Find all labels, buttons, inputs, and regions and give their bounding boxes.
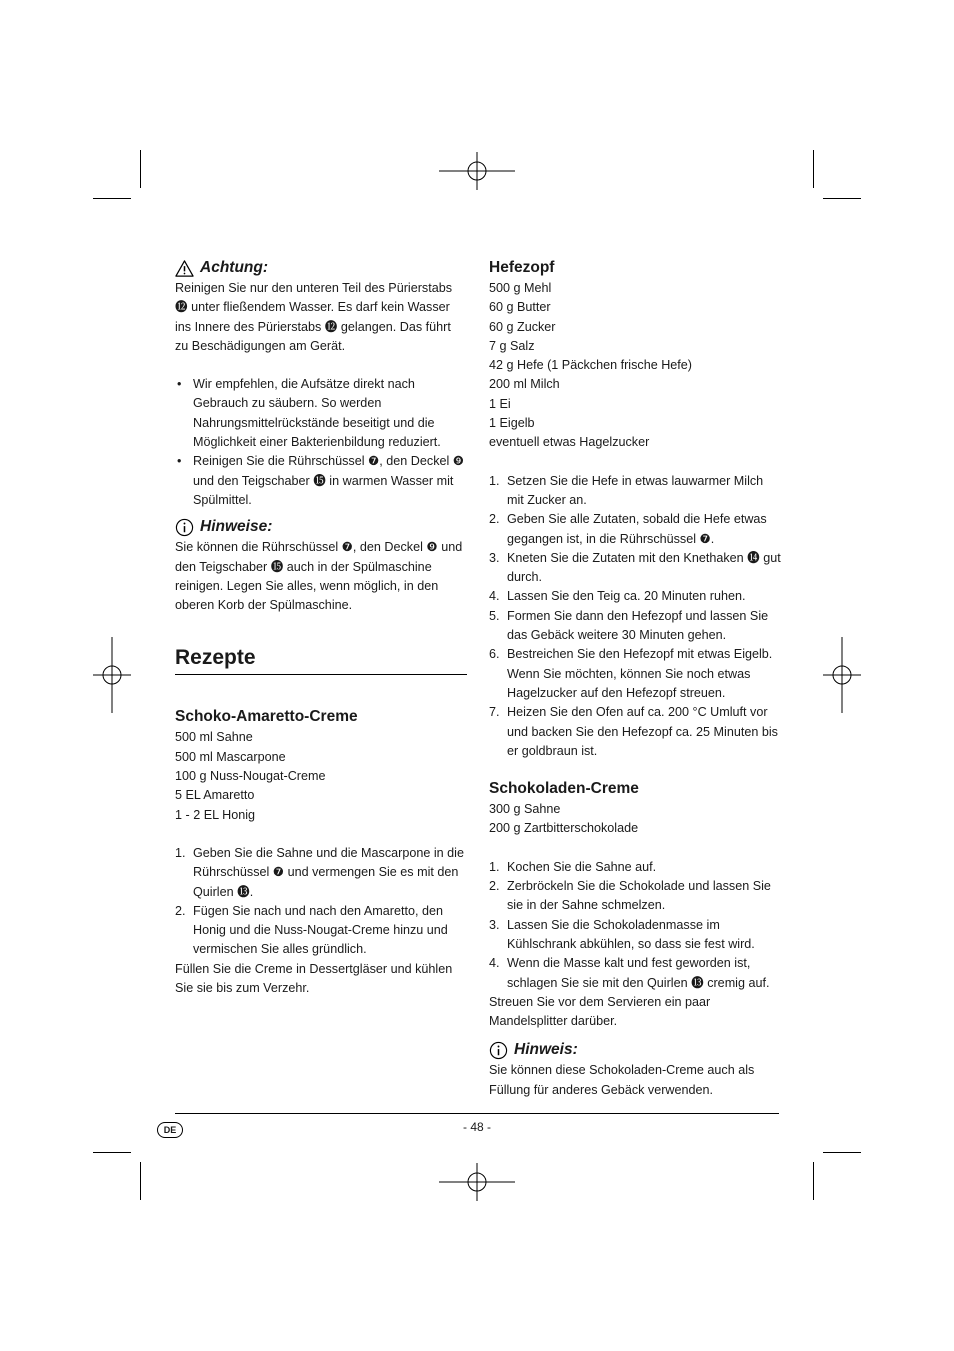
step-item xyxy=(175,902,467,960)
step-item xyxy=(489,703,781,761)
step-text: Geben Sie alle Zutaten, sobald die Hefe etwas gegangen ist, in die Rührschüssel ❼. xyxy=(507,512,767,546)
language-badge: DE xyxy=(157,1122,183,1138)
step-text: Kochen Sie die Sahne auf. xyxy=(507,859,657,874)
ingredient: 500 ml Mascarpone xyxy=(175,749,286,764)
step-text: Wenn die Masse kalt und fest geworden ist, schlagen Sie sie mit den Quirlen ⓭ cremig auf. xyxy=(507,956,770,990)
step-number: 1. xyxy=(489,859,500,874)
ingredient: eventuell etwas Hagelzucker xyxy=(489,435,650,450)
step-text: Fügen Sie nach und nach den Amaretto, den Honig und die Nuss-Nougat-Creme hinzu und vermischen Sie alles gründlich. xyxy=(193,903,448,957)
ingredient: 7 g Salz xyxy=(489,338,535,353)
hinweis-text: Sie können diese Schokoladen-Creme auch als Füllung für anderes Gebäck verwenden. xyxy=(489,1063,755,1097)
step-number: 6. xyxy=(489,647,500,662)
crop-mark xyxy=(140,1162,141,1200)
step-number: 2. xyxy=(489,879,500,894)
recipe-title-schoko-amaretto: Schoko-Amaretto-Creme xyxy=(175,708,358,726)
ingredient: 1 Ei xyxy=(489,396,511,411)
crop-mark xyxy=(823,198,861,199)
step-number: 7. xyxy=(489,705,500,720)
step-number: 3. xyxy=(489,550,500,565)
step-number: 5. xyxy=(489,608,500,623)
registration-mark xyxy=(823,637,861,713)
achtung-title: Achtung: xyxy=(200,259,269,276)
info-circle-icon xyxy=(489,1041,508,1060)
step-item xyxy=(489,607,781,646)
ingredient: 5 EL Amaretto xyxy=(175,788,255,803)
crop-mark xyxy=(813,1162,814,1200)
registration-mark xyxy=(439,1163,515,1201)
ingredient: 300 g Sahne xyxy=(489,802,561,817)
step-number: 2. xyxy=(489,512,500,527)
step-text: Heizen Sie den Ofen auf ca. 200 °C Umluft vor und backen Sie den Hefezopf ca. 25 Minuten bis er goldbraun ist. xyxy=(507,705,778,758)
registration-mark xyxy=(439,152,515,190)
step-number: 2. xyxy=(175,903,186,918)
page-number: - 48 - xyxy=(462,1120,491,1134)
step-text: Lassen Sie die Schokoladenmasse im Kühlschrank abkühlen, so dass sie fest wird. xyxy=(507,917,755,951)
step-number: 1. xyxy=(489,473,500,488)
achtung-heading xyxy=(175,258,467,278)
step-text: Formen Sie dann den Hefezopf und lassen Sie das Gebäck weitere 30 Minuten gehen. xyxy=(507,608,769,643)
hinweise-title: Hinweise: xyxy=(200,518,273,536)
ingredient-list xyxy=(489,800,781,839)
ingredient: 42 g Hefe (1 Päckchen frische Hefe) xyxy=(489,358,693,373)
list-item: • Reinigen Sie die Rührschüssel ❼, den Deckel ❾ und den Teigschaber ⓯ in warmen Wasser mit Spülmittel. xyxy=(175,452,467,510)
step-list xyxy=(175,844,467,960)
step-item xyxy=(489,858,781,877)
hinweis-title: Hinweis: xyxy=(514,1041,578,1059)
ingredient: 100 g Nuss-Nougat-Creme xyxy=(175,769,326,784)
step-number: 4. xyxy=(489,956,500,971)
crop-mark xyxy=(823,1152,861,1153)
ingredient: 500 g Mehl xyxy=(489,281,552,295)
hinweise-text: Sie können die Rührschüssel ❼, den Deckel ❾ und den Teigschaber ⓯ auch in der Spülmaschine reinigen. Legen Sie alles, wenn möglich, in den oberen Korb der Spülmaschine. xyxy=(175,540,463,613)
ingredient-list xyxy=(489,279,781,453)
info-circle-icon xyxy=(175,518,194,537)
ingredient: 60 g Zucker xyxy=(489,319,556,334)
cleaning-tips-list xyxy=(175,375,467,510)
ingredient: 1 Eigelb xyxy=(489,416,535,431)
step-item xyxy=(489,472,781,511)
step-text: Geben Sie die Sahne und die Mascarpone in die Rührschüssel ❼ und vermengen Sie es mit den Quirlen ⓭. xyxy=(193,845,464,899)
step-item xyxy=(489,916,781,955)
section-title-rezepte: Rezepte xyxy=(175,645,467,675)
warning-triangle-icon xyxy=(175,259,194,278)
step-text: Setzen Sie die Hefe in etwas lauwarmer Milch mit Zucker an. xyxy=(507,473,764,507)
right-column xyxy=(489,258,781,1100)
closing-text: Füllen Sie die Creme in Dessertgläser und kühlen Sie sie bis zum Verzehr. xyxy=(175,961,453,996)
ingredient: 500 ml Sahne xyxy=(175,730,253,745)
step-item xyxy=(489,645,781,703)
step-list xyxy=(489,858,781,993)
ingredient-list xyxy=(175,728,467,824)
recipe-title-hefezopf: Hefezopf xyxy=(489,259,555,276)
recipe-title-schokoladen-creme: Schokoladen-Creme xyxy=(489,780,639,798)
step-text: Kneten Sie die Zutaten mit den Knethaken ⓮ gut durch. xyxy=(507,550,781,585)
step-number: 4. xyxy=(489,589,500,604)
crop-mark xyxy=(140,150,141,188)
step-number: 3. xyxy=(489,917,500,932)
step-item xyxy=(489,587,781,606)
crop-mark xyxy=(93,198,131,199)
step-item xyxy=(489,877,781,916)
step-item xyxy=(489,954,781,993)
crop-mark xyxy=(93,1152,131,1153)
hinweise-heading xyxy=(175,517,467,537)
step-item xyxy=(175,844,467,902)
achtung-text: Reinigen Sie nur den unteren Teil des Pürierstabs ⓬ unter fließendem Wasser. Es darf kein Wasser ins Innere des Pürierstabs ⓬ gelangen. Das führt zu Beschädigungen am Gerät. xyxy=(175,281,453,353)
step-item xyxy=(489,510,781,549)
ingredient: 200 ml Milch xyxy=(489,377,560,392)
registration-mark xyxy=(93,637,131,713)
list-item: • Wir empfehlen, die Aufsätze direkt nach Gebrauch zu säubern. So werden Nahrungsmittelrückstände beseitigt und die Möglichkeit einer Bakterienbildung reduziert. xyxy=(175,375,467,452)
footer-divider xyxy=(175,1113,779,1114)
ingredient: 200 g Zartbitterschokolade xyxy=(489,821,639,836)
crop-mark xyxy=(813,150,814,188)
step-text: Lassen Sie den Teig ca. 20 Minuten ruhen. xyxy=(507,589,746,604)
step-item xyxy=(489,549,781,588)
step-text: Zerbröckeln Sie die Schokolade und lassen Sie sie in der Sahne schmelzen. xyxy=(507,879,771,913)
step-number: 1. xyxy=(175,845,186,860)
closing-text: Streuen Sie vor dem Servieren ein paar Mandelsplitter darüber. xyxy=(489,994,711,1029)
hinweis-heading xyxy=(489,1040,781,1060)
ingredient: 1 - 2 EL Honig xyxy=(175,807,256,822)
ingredient: 60 g Butter xyxy=(489,300,551,315)
step-list xyxy=(489,472,781,761)
left-column xyxy=(175,258,467,998)
step-text: Bestreichen Sie den Hefezopf mit etwas Eigelb. Wenn Sie möchten, können Sie noch etwas Hagelzucker auf den Hefezopf streuen. xyxy=(507,647,773,700)
